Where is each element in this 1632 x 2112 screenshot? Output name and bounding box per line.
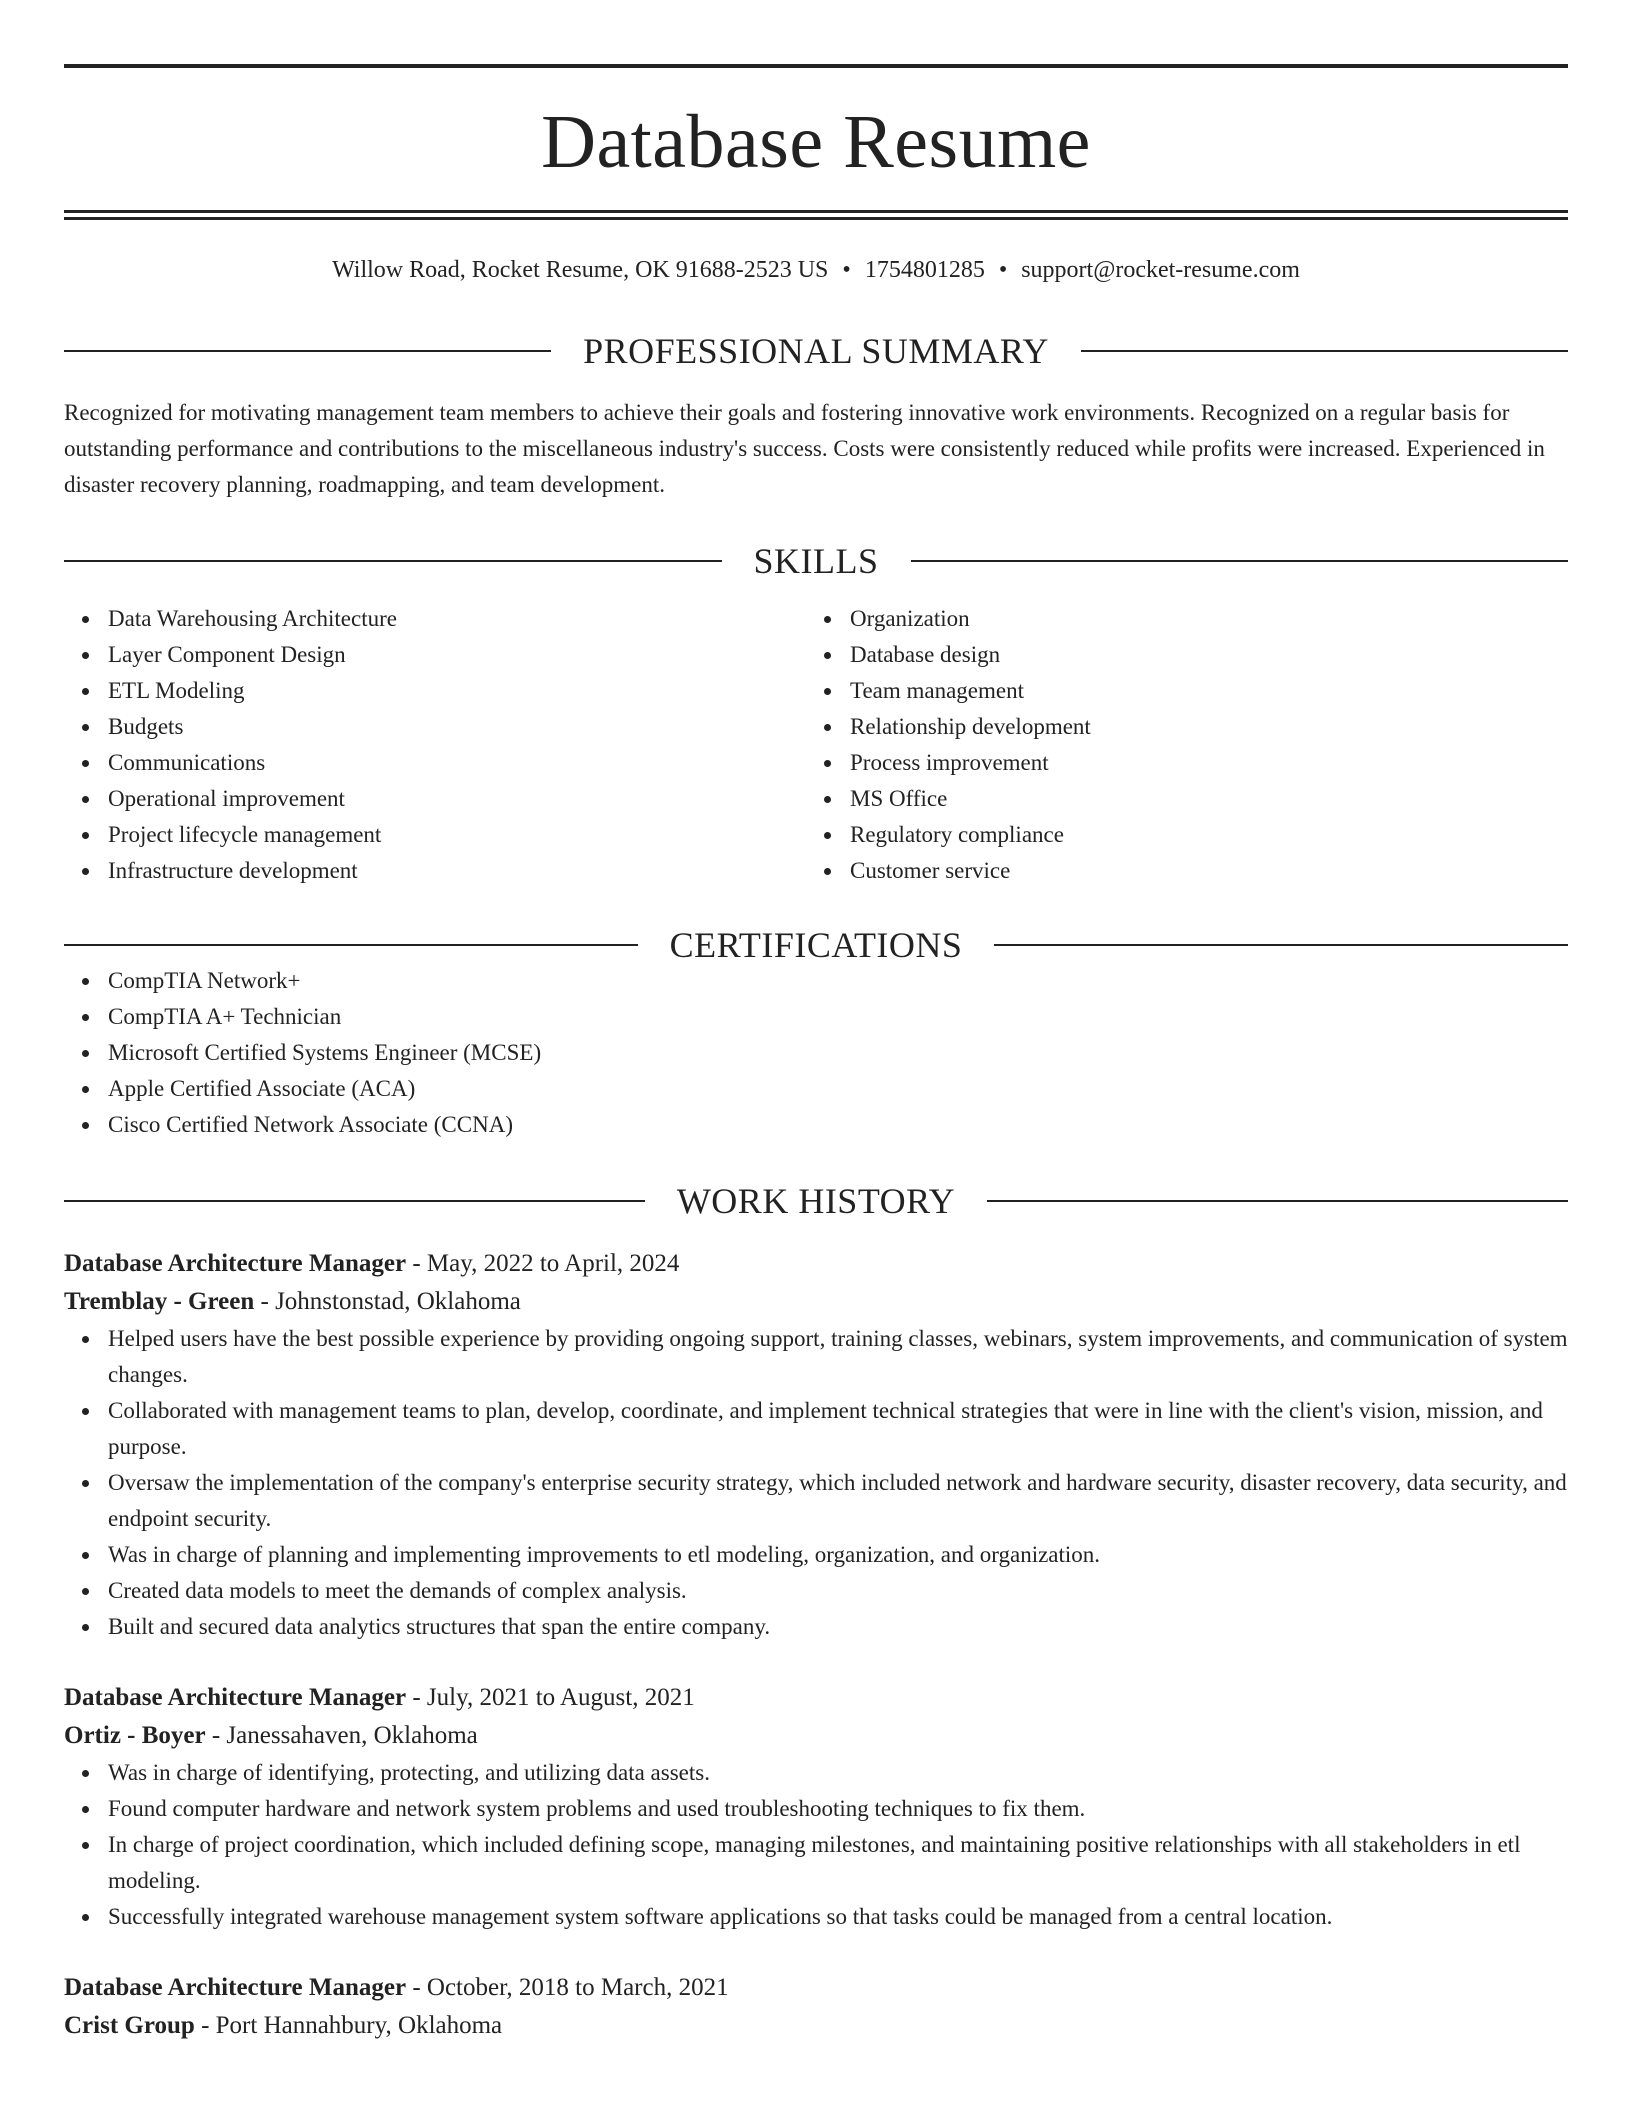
job-title: Database Architecture Manager	[64, 1249, 407, 1277]
skill-item: Database design	[850, 637, 1548, 673]
job-location: - Johnstonstad, Oklahoma	[254, 1287, 521, 1315]
skill-item: Operational improvement	[108, 781, 806, 817]
summary-text: Recognized for motivating management team members to achieve their goals and fostering innovative work environments. Recognized on a regular basis for outstanding performance and contributions to the miscellaneous industry's success. Costs were consistently reduced while profits were increased. Experienced in disaster recovery planning, roadmapping, and team development.	[64, 399, 1545, 497]
skill-item: Communications	[108, 745, 806, 781]
certifications-heading	[64, 924, 1568, 965]
skills-column-right	[806, 601, 1548, 889]
job-entry	[64, 1969, 1568, 2045]
skills-grid	[64, 601, 1568, 889]
skills-heading-label: SKILLS	[753, 540, 879, 581]
skill-item: Project lifecycle management	[108, 817, 806, 853]
summary-heading	[64, 330, 1568, 371]
job-bullet: Successfully integrated warehouse management system software applications so that tasks could be managed from a central location.	[108, 1899, 1568, 1935]
job-bullet: Was in charge of identifying, protecting, and utilizing data assets.	[108, 1755, 1568, 1791]
skills-column-left	[64, 601, 806, 889]
job-title-line	[64, 1969, 1568, 2007]
contact-address: Willow Road, Rocket Resume, OK 91688-2523 US	[332, 257, 829, 283]
job-bullet: Oversaw the implementation of the company's enterprise security strategy, which included network and hardware security, disaster recovery, data security, and endpoint security.	[108, 1465, 1568, 1537]
header-double-rule	[64, 210, 1568, 220]
skill-item: Organization	[850, 601, 1548, 637]
job-bullet: Was in charge of planning and implementing improvements to etl modeling, organization, and organization.	[108, 1537, 1568, 1573]
job-company-line	[64, 1283, 1568, 1321]
skill-item: Infrastructure development	[108, 853, 806, 889]
certification-item: CompTIA A+ Technician	[108, 999, 1568, 1035]
job-dates: - July, 2021 to August, 2021	[406, 1683, 695, 1711]
skills-heading	[64, 540, 1568, 581]
skill-item: Team management	[850, 673, 1548, 709]
skill-item: Relationship development	[850, 709, 1548, 745]
header-top-rule	[64, 64, 1568, 68]
job-title-line	[64, 1679, 1568, 1717]
job-title-line	[64, 1245, 1568, 1283]
contact-phone: 1754801285	[864, 257, 985, 283]
job-bullet: Found computer hardware and network system problems and used troubleshooting techniques to fix them.	[108, 1791, 1568, 1827]
contact-email: support@rocket-resume.com	[1021, 257, 1300, 283]
job-location: - Janessahaven, Oklahoma	[205, 1721, 478, 1749]
certification-item: Cisco Certified Network Associate (CCNA)	[108, 1107, 1568, 1143]
job-company: Tremblay - Green	[64, 1287, 255, 1315]
certification-item: Microsoft Certified Systems Engineer (MCSE)	[108, 1035, 1568, 1071]
job-bullets	[64, 1321, 1568, 1645]
job-entry	[64, 1679, 1568, 1935]
certification-item: CompTIA Network+	[108, 963, 1568, 999]
certifications-heading-label: CERTIFICATIONS	[669, 924, 963, 965]
resume-title: Database Resume	[541, 100, 1091, 184]
summary-heading-label: PROFESSIONAL SUMMARY	[583, 330, 1049, 371]
skill-item: Data Warehousing Architecture	[108, 601, 806, 637]
job-bullet: Created data models to meet the demands of complex analysis.	[108, 1573, 1568, 1609]
skill-item: Layer Component Design	[108, 637, 806, 673]
job-title: Database Architecture Manager	[64, 1973, 407, 2001]
job-company-line	[64, 1717, 1568, 1755]
skill-item: Regulatory compliance	[850, 817, 1548, 853]
job-location: - Port Hannahbury, Oklahoma	[194, 2011, 503, 2039]
skill-item: Customer service	[850, 853, 1548, 889]
contact-separator: •	[842, 257, 851, 283]
certifications-list	[64, 963, 1568, 1143]
job-company-line	[64, 2007, 1568, 2045]
job-entry	[64, 1245, 1568, 1645]
job-dates: - May, 2022 to April, 2024	[406, 1249, 680, 1277]
skill-item: Budgets	[108, 709, 806, 745]
work-history-heading-label: WORK HISTORY	[676, 1180, 956, 1221]
job-bullets	[64, 1755, 1568, 1935]
skill-item: ETL Modeling	[108, 673, 806, 709]
job-bullet: Collaborated with management teams to plan, develop, coordinate, and implement technical strategies that were in line with the client's vision, mission, and purpose.	[108, 1393, 1568, 1465]
job-bullet: Helped users have the best possible experience by providing ongoing support, training classes, webinars, system improvements, and communication of system changes.	[108, 1321, 1568, 1393]
skill-item: Process improvement	[850, 745, 1548, 781]
contact-separator: •	[998, 257, 1008, 283]
job-bullet: Built and secured data analytics structures that span the entire company.	[108, 1609, 1568, 1645]
skill-item: MS Office	[850, 781, 1548, 817]
job-company: Crist Group	[64, 2011, 195, 2039]
skills-list-right	[806, 601, 1548, 889]
job-title: Database Architecture Manager	[64, 1683, 407, 1711]
job-company: Ortiz - Boyer	[64, 1721, 206, 1749]
work-history-heading	[64, 1180, 1568, 1221]
contact-line	[64, 256, 1568, 285]
job-dates: - October, 2018 to March, 2021	[406, 1973, 729, 2001]
certification-item: Apple Certified Associate (ACA)	[108, 1071, 1568, 1107]
job-bullet: In charge of project coordination, which included defining scope, managing milestones, and maintaining positive relationships with all stakeholders in etl modeling.	[108, 1827, 1568, 1899]
skills-list-left	[64, 601, 806, 889]
